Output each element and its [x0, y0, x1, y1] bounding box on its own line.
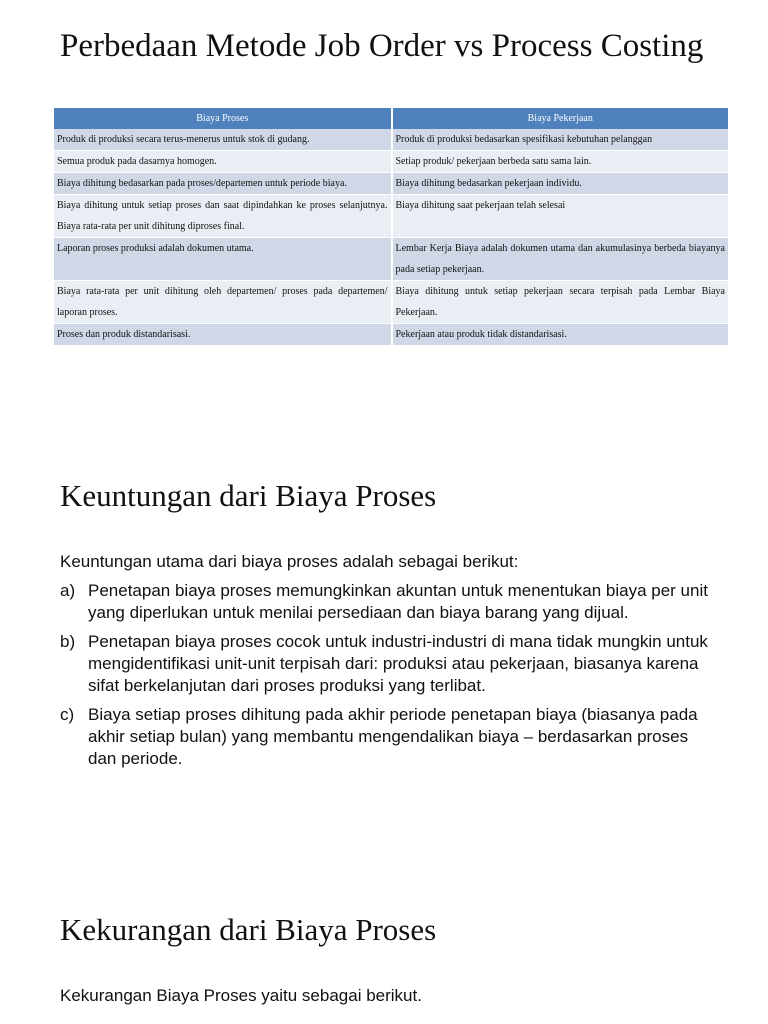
table-row: [54, 195, 729, 238]
table-row: [54, 281, 729, 324]
table-cell: Biaya dihitung bedasarkan pekerjaan individu.: [392, 173, 730, 195]
list-item: [60, 704, 720, 770]
disadvantages-intro: Kekurangan Biaya Proses yaitu sebagai berikut.: [60, 986, 422, 1005]
table-cell: Proses dan produk distandarisasi.: [54, 324, 392, 346]
comparison-table: [54, 108, 730, 346]
table-cell: Semua produk pada dasarnya homogen.: [54, 151, 392, 173]
table-row: [54, 151, 729, 173]
table-cell: Produk di produksi secara terus-menerus untuk stok di gudang.: [54, 129, 392, 151]
list-marker: c): [60, 705, 75, 724]
table-cell: Pekerjaan atau produk tidak distandarisasi.: [392, 324, 730, 346]
column-header-job-cost: Biaya Pekerjaan: [392, 108, 730, 129]
table-cell: Produk di produksi bedasarkan spesifikasi kebutuhan pelanggan: [392, 129, 730, 151]
list-item-text: Penetapan biaya proses memungkinkan akuntan untuk menentukan biaya per unit yang diperlukan untuk menilai persediaan dan biaya barang yang dijual.: [88, 581, 708, 622]
table-header-row: [54, 108, 729, 129]
table-row: [54, 173, 729, 195]
list-item-text: Penetapan biaya proses cocok untuk industri-industri di mana tidak mungkin untuk mengidentifikasi unit-unit terpisah dari: produksi atau pekerjaan, biasanya karena sifat berkelanjutan dari proses produksi yang terlibat.: [88, 632, 708, 695]
table-cell: Biaya rata-rata per unit dihitung oleh departemen/ proses pada departemen/ laporan proses.: [54, 281, 392, 324]
list-item: [60, 631, 720, 697]
list-item-text: Biaya setiap proses dihitung pada akhir periode penetapan biaya (biasanya pada akhir setiap bulan) yang membantu mengendalikan biaya – berdasarkan proses dan periode.: [88, 705, 698, 768]
advantages-heading: Keuntungan dari Biaya Proses: [60, 478, 437, 513]
advantages-intro: Keuntungan utama dari biaya proses adalah sebagai berikut:: [60, 552, 519, 571]
list-marker: a): [60, 581, 76, 600]
list-item: [60, 580, 720, 624]
table-row: [54, 238, 729, 281]
list-marker: b): [60, 632, 76, 651]
column-header-process-cost: Biaya Proses: [54, 108, 392, 129]
table-cell: Biaya dihitung untuk setiap pekerjaan secara terpisah pada Lembar Biaya Pekerjaan.: [392, 281, 730, 324]
table-row: [54, 129, 729, 151]
page-title: Perbedaan Metode Job Order vs Process Costing: [60, 28, 704, 64]
table-cell: Biaya dihitung untuk setiap proses dan saat dipindahkan ke proses selanjutnya. Biaya rata-rata per unit dihitung diproses final.: [54, 195, 392, 238]
table-cell: Biaya dihitung saat pekerjaan telah selesai: [392, 195, 730, 238]
table-cell: Laporan proses produksi adalah dokumen utama.: [54, 238, 392, 281]
advantages-list: [60, 580, 720, 777]
table-row: [54, 324, 729, 346]
table-cell: Biaya dihitung bedasarkan pada proses/departemen untuk periode biaya.: [54, 173, 392, 195]
table-cell: Lembar Kerja Biaya adalah dokumen utama dan akumulasinya berbeda biayanya pada setiap pekerjaan.: [392, 238, 730, 281]
disadvantages-heading: Kekurangan dari Biaya Proses: [60, 912, 437, 947]
table-cell: Setiap produk/ pekerjaan berbeda satu sama lain.: [392, 151, 730, 173]
